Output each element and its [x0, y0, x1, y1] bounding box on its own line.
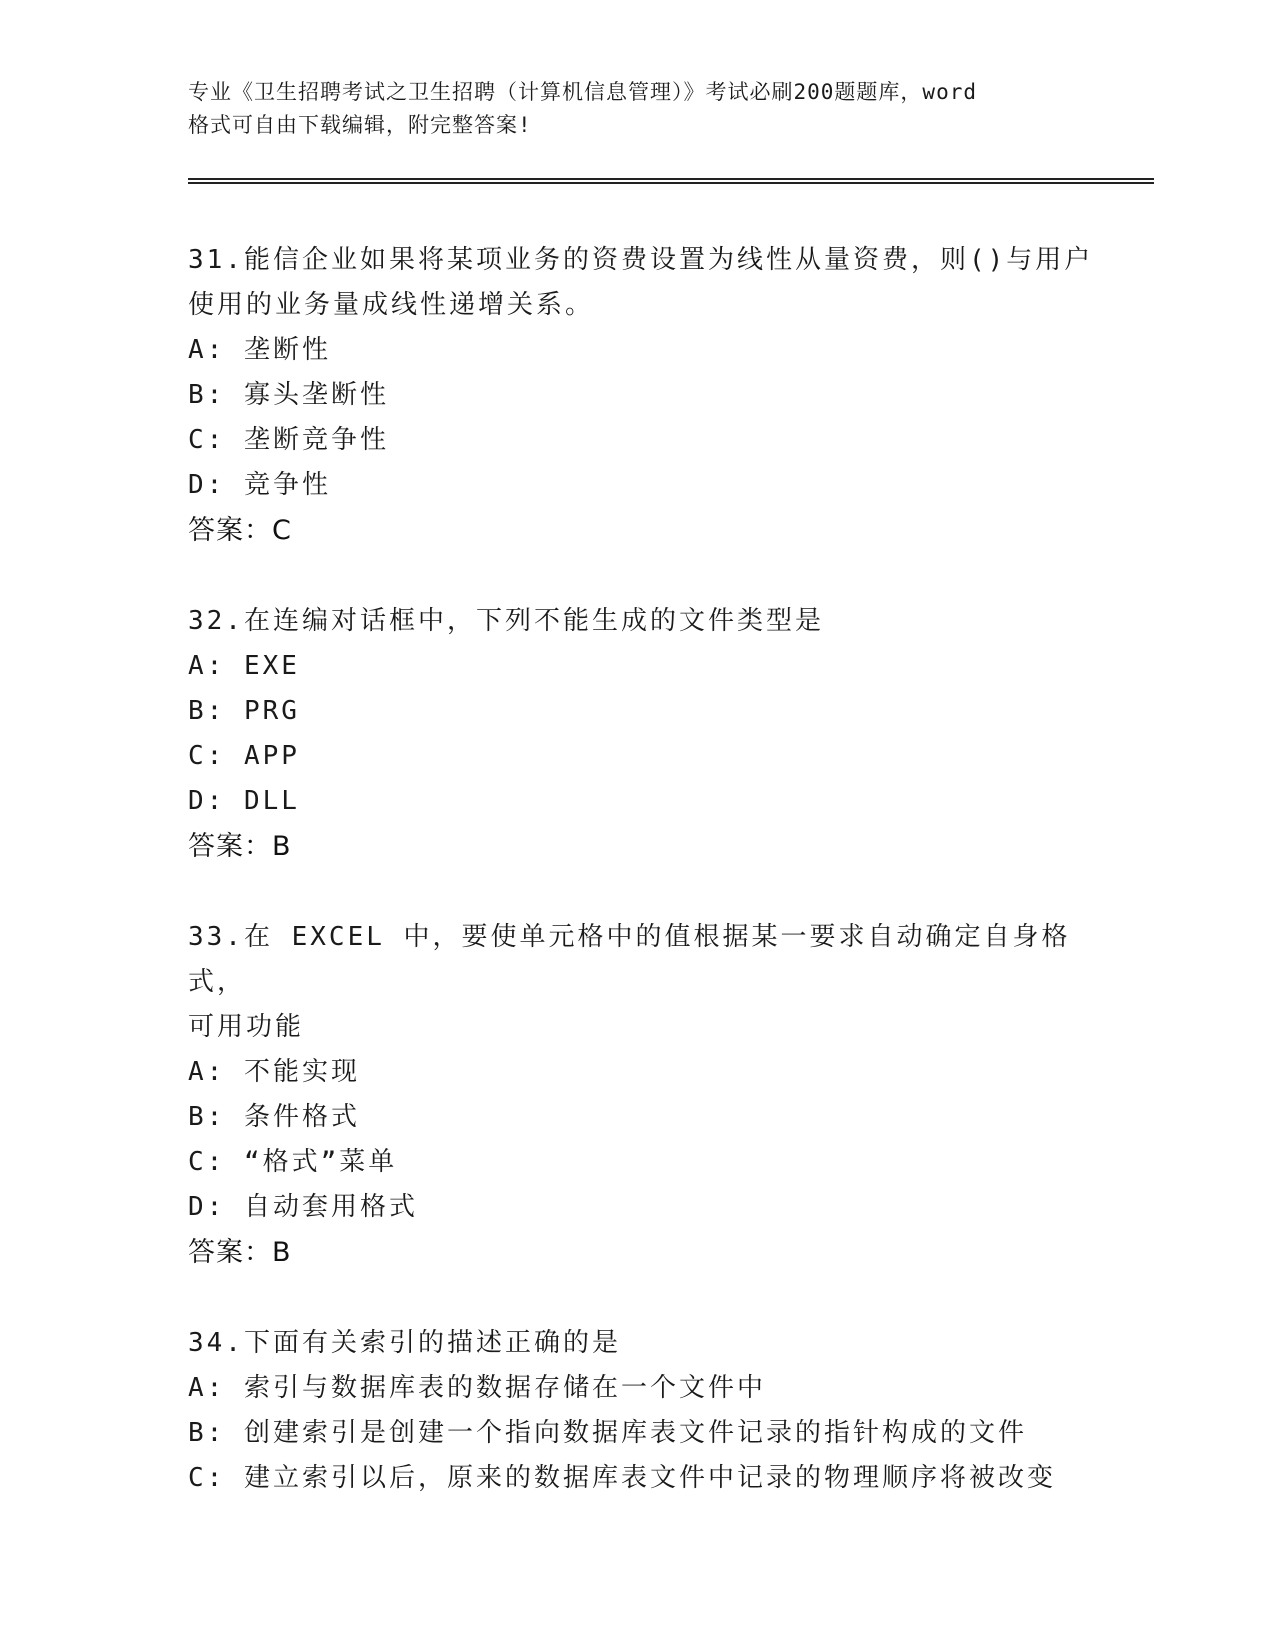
option-letter: D: [188, 786, 226, 816]
option-letter: A: [188, 1373, 226, 1403]
option-letter: B: [188, 696, 226, 726]
question-stem-continued: 可用功能 [188, 1012, 305, 1042]
header-line-2: 格式可自由下载编辑，附完整答案! [188, 113, 532, 137]
option-d [188, 779, 1118, 824]
option-d [188, 463, 1118, 508]
option-letter: D: [188, 470, 226, 500]
option-text: DLL [243, 786, 300, 816]
option-letter: D: [188, 1192, 226, 1222]
option-letter: C: [188, 425, 226, 455]
option-letter: B: [188, 380, 226, 410]
question-list [188, 238, 1118, 1547]
option-text: 竞争性 [243, 470, 331, 500]
option-letter: A: [188, 651, 226, 681]
option-text: PRG [243, 696, 300, 726]
header-line-1: 专业《卫生招聘考试之卫生招聘（计算机信息管理）》考试必刷200题题库，word [188, 80, 977, 104]
option-a [188, 328, 1118, 373]
option-b [188, 373, 1118, 418]
option-a [188, 1366, 1118, 1411]
option-a [188, 1050, 1118, 1095]
question-32 [188, 599, 1118, 869]
option-text: 建立索引以后，原来的数据库表文件中记录的物理顺序将被改变 [243, 1463, 1056, 1493]
option-letter: A: [188, 1057, 226, 1087]
answer: 答案：B [188, 1237, 292, 1268]
option-text: 创建索引是创建一个指向数据库表文件记录的指针构成的文件 [243, 1418, 1027, 1448]
option-c [188, 418, 1118, 463]
option-b [188, 1095, 1118, 1140]
header-divider [188, 178, 1154, 184]
question-stem: 34.下面有关索引的描述正确的是 [188, 1328, 621, 1358]
question-stem: 31.能信企业如果将某项业务的资费设置为线性从量资费，则()与用户 [188, 245, 1094, 275]
option-letter: B: [188, 1102, 226, 1132]
document-header [188, 76, 1088, 142]
option-text: “格式”菜单 [243, 1147, 398, 1177]
answer: 答案：C [188, 515, 292, 546]
question-stem: 32.在连编对话框中，下列不能生成的文件类型是 [188, 606, 824, 636]
option-letter: B: [188, 1418, 226, 1448]
option-letter: C: [188, 1147, 226, 1177]
question-34 [188, 1321, 1118, 1501]
option-letter: C: [188, 741, 226, 771]
answer: 答案：B [188, 831, 292, 862]
option-text: EXE [243, 651, 300, 681]
option-a [188, 644, 1118, 689]
option-text: 条件格式 [243, 1102, 360, 1132]
option-text: 不能实现 [243, 1057, 360, 1087]
option-b [188, 689, 1118, 734]
option-c [188, 1140, 1118, 1185]
option-text: 垄断性 [243, 335, 331, 365]
option-letter: C: [188, 1463, 226, 1493]
option-text: 自动套用格式 [243, 1192, 418, 1222]
option-text: 垄断竞争性 [243, 425, 389, 455]
question-stem-continued: 使用的业务量成线性递增关系。 [188, 290, 595, 320]
option-d [188, 1185, 1118, 1230]
question-33 [188, 915, 1118, 1275]
option-letter: A: [188, 335, 226, 365]
question-31 [188, 238, 1118, 553]
option-text: APP [243, 741, 300, 771]
question-stem: 33.在 EXCEL 中，要使单元格中的值根据某一要求自动确定自身格式， [188, 922, 1071, 997]
option-b [188, 1411, 1118, 1456]
option-c [188, 1456, 1118, 1501]
option-text: 寡头垄断性 [243, 380, 389, 410]
option-c [188, 734, 1118, 779]
option-text: 索引与数据库表的数据存储在一个文件中 [243, 1373, 766, 1403]
